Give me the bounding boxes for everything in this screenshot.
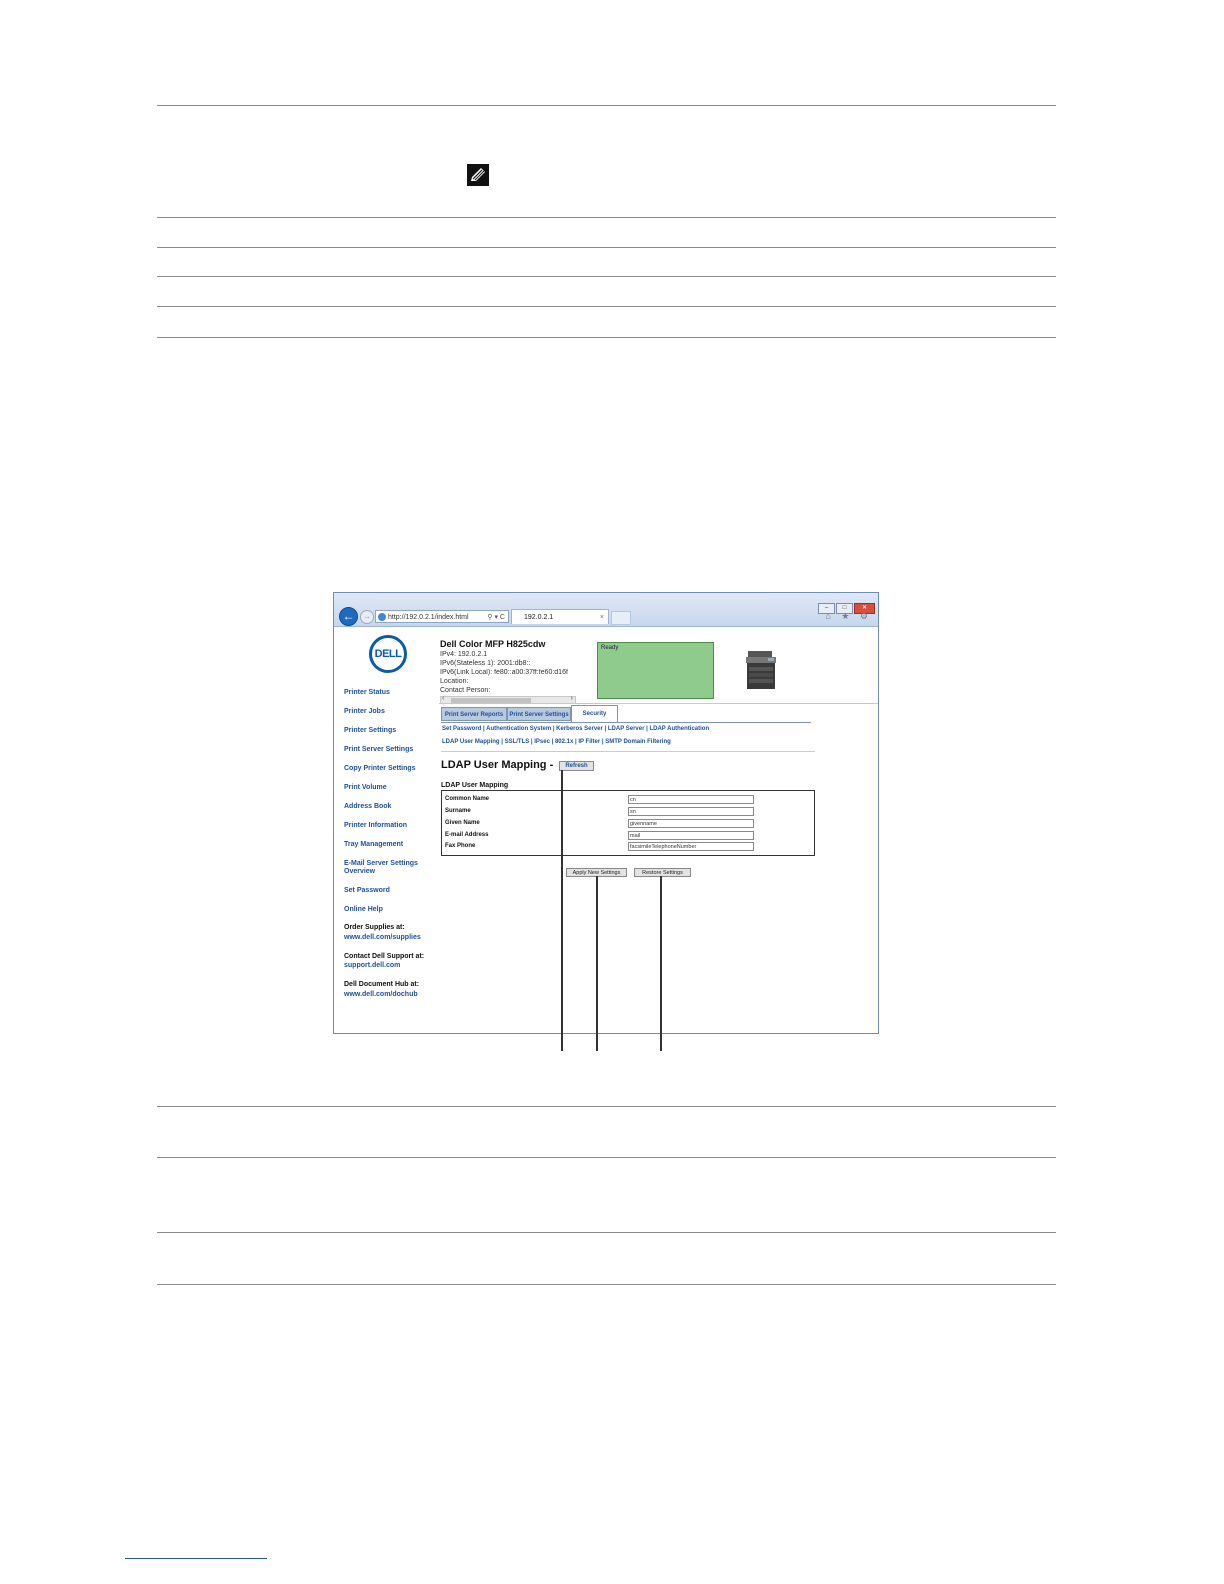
restore-settings-button[interactable]: Restore Settings — [634, 868, 691, 877]
device-ipv6-link: IPv6(Link Local): fe80::a00:37ff:fe60:d16f — [440, 669, 568, 676]
surname-label: Surname — [445, 808, 471, 814]
rule-3 — [157, 247, 1056, 248]
apply-new-settings-button[interactable]: Apply New Settings — [566, 868, 627, 877]
contact-support-link[interactable]: support.dell.com — [344, 962, 401, 969]
device-contact: Contact Person: — [440, 687, 491, 694]
address-bar[interactable] — [375, 610, 509, 623]
contact-support-label: Contact Dell Support at: — [344, 953, 425, 960]
rule-6 — [157, 337, 1056, 338]
tab-security[interactable]: Security — [571, 705, 618, 722]
given-name-input[interactable] — [628, 819, 754, 828]
tab-close-icon[interactable]: × — [599, 614, 604, 621]
minimize-button[interactable]: – — [818, 603, 835, 614]
status-panel — [597, 642, 714, 699]
browser-tab[interactable] — [511, 609, 609, 624]
page-title: LDAP User Mapping - — [441, 759, 554, 771]
rule-4 — [157, 276, 1056, 277]
address-tools-icons[interactable]: ⚲ ▾ C — [487, 614, 505, 621]
scroll-left-icon[interactable]: ‹ — [442, 695, 445, 702]
close-button[interactable]: ✕ — [854, 603, 875, 614]
address-text: http://192.0.2.1/index.html — [388, 614, 469, 621]
common-name-label: Common Name — [445, 796, 490, 802]
nav-printer-information[interactable]: Printer Information — [344, 822, 408, 829]
footer-rule — [125, 1558, 267, 1559]
nav-copy-printer-settings[interactable]: Copy Printer Settings — [344, 765, 416, 772]
device-name: Dell Color MFP H825cdw — [440, 639, 546, 649]
given-name-label: Given Name — [445, 820, 480, 826]
rule-top — [157, 105, 1056, 106]
toolbar-icons[interactable]: ⌂ ★ ⚙ — [825, 611, 872, 621]
sublinks-separator — [441, 751, 815, 752]
nav-set-password[interactable]: Set Password — [344, 887, 390, 894]
browser-tab-title: 192.0.2.1 — [524, 614, 554, 621]
document-hub-link[interactable]: www.dell.com/dochub — [344, 991, 418, 998]
common-name-input[interactable] — [628, 795, 754, 804]
tabs-baseline — [441, 722, 811, 723]
window-controls — [817, 596, 875, 611]
rule-9 — [157, 1232, 1056, 1233]
table-row — [442, 807, 814, 818]
sublinks-row-2[interactable]: LDAP User Mapping | SSL/TLS | IPsec | 802.1x | IP Filter | SMTP Domain Filtering — [442, 739, 671, 745]
nav-address-book[interactable]: Address Book — [344, 803, 392, 810]
nav-printer-jobs[interactable]: Printer Jobs — [344, 708, 385, 715]
refresh-button[interactable]: Refresh — [559, 761, 594, 771]
table-row — [442, 831, 814, 842]
browser-chrome — [334, 593, 878, 627]
rule-7 — [157, 1106, 1056, 1107]
page-content — [334, 627, 878, 1033]
back-button[interactable]: ← — [339, 607, 358, 626]
callout-line-refresh — [561, 770, 563, 1051]
rule-2 — [157, 217, 1056, 218]
nav-printer-status[interactable]: Printer Status — [344, 689, 390, 696]
callout-line-restore — [660, 876, 662, 1051]
nav-print-volume[interactable]: Print Volume — [344, 784, 387, 791]
browser-window — [333, 592, 879, 1034]
printer-icon — [744, 649, 778, 691]
dell-logo: DELL — [369, 635, 407, 673]
nav-tray-management[interactable]: Tray Management — [344, 841, 404, 848]
table-row — [442, 795, 814, 806]
new-tab-button[interactable] — [611, 611, 631, 625]
forward-button[interactable]: → — [360, 610, 374, 624]
section-title: LDAP User Mapping — [441, 782, 509, 789]
rule-10 — [157, 1284, 1056, 1285]
order-supplies-link[interactable]: www.dell.com/supplies — [344, 934, 421, 941]
fax-phone-label: Fax Phone — [445, 843, 476, 849]
scroll-right-icon[interactable]: › — [570, 695, 573, 702]
device-location: Location: — [440, 678, 469, 685]
document-hub-label: Dell Document Hub at: — [344, 981, 420, 988]
fax-phone-input[interactable] — [628, 842, 754, 851]
surname-input[interactable] — [628, 807, 754, 816]
table-row — [442, 819, 814, 830]
nav-email-server-settings[interactable]: E-Mail Server Settings Overview — [344, 860, 418, 875]
email-address-input[interactable] — [628, 831, 754, 840]
nav-print-server-settings[interactable]: Print Server Settings — [344, 746, 414, 753]
ie-icon — [378, 613, 386, 621]
email-address-label: E-mail Address — [445, 832, 489, 838]
device-ipv4: IPv4: 192.0.2.1 — [440, 651, 488, 658]
maximize-button[interactable]: □ — [836, 603, 853, 614]
ldap-mapping-table — [441, 790, 815, 856]
note-pencil-icon — [466, 163, 490, 187]
order-supplies-label: Order Supplies at: — [344, 924, 405, 931]
callout-line-apply — [596, 876, 598, 1051]
nav-printer-settings[interactable]: Printer Settings — [344, 727, 397, 734]
rule-8 — [157, 1157, 1056, 1158]
status-text: Ready — [601, 645, 619, 651]
header-separator — [439, 703, 879, 704]
nav-online-help[interactable]: Online Help — [344, 906, 383, 913]
table-row — [442, 842, 814, 853]
sublinks-row-1[interactable]: Set Password | Authentication System | Kerberos Server | LDAP Server | LDAP Authentication — [442, 726, 710, 732]
rule-5 — [157, 306, 1056, 307]
tab-print-server-reports[interactable]: Print Server Reports — [441, 707, 507, 721]
tab-print-server-settings[interactable]: Print Server Settings — [507, 707, 571, 721]
device-ipv6-stateless: IPv6(Stateless 1): 2001:db8:: — [440, 660, 531, 667]
